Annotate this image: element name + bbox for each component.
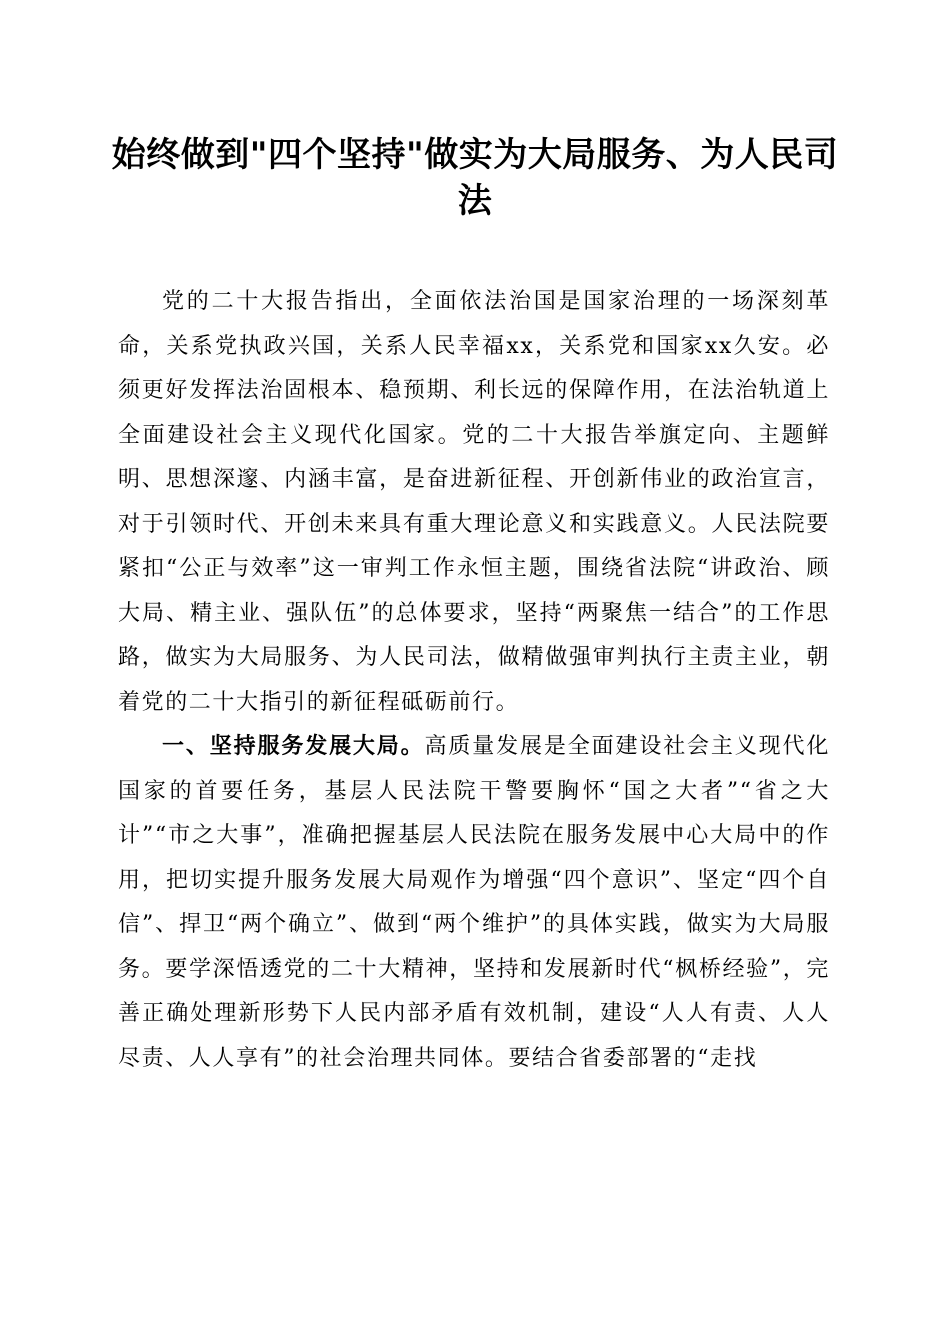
paragraph-text: 党的二十大报告指出，全面依法治国是国家治理的一场深刻革命，关系党执政兴国，关系人民幸福xx，关系党和国家xx久安。必须更好发挥法治固根本、稳预期、利长远的保障作用，在法治轨道上全面建设社会主义现代化国家。党的二十大报告举旗定向、主题鲜明、思想深邃、内涵丰富，是奋进新征程、开创新伟业的政治宣言，对于引领时代、开创未来具有重大理论意义和实践意义。人民法院要紧扣“公正与效率”这一审判工作永恒主题，围绕省法院“讲政治、顾大局、精主业、强队伍”的总体要求，坚持“两聚焦一结合”的工作思路，做实为大局服务、为人民司法，做精做强审判执行主责主业，朝着党的二十大指引的新征程砥砺前行。 (118, 289, 830, 715)
paragraph-section-1 (118, 725, 830, 1081)
document-title: 始终做到"四个坚持"做实为大局服务、为人民司法 (111, 135, 839, 221)
document-body (118, 280, 830, 1081)
paragraph-text: 高质量发展是全面建设社会主义现代化国家的首要任务，基层人民法院干警要胸怀“国之大者”“省之大计”“市之大事”，准确把握基层人民法院在服务发展中心大局中的作用，把切实提升服务发展大局观作为增强“四个意识”、坚定“四个自信”、捍卫“两个确立”、做到“两个维护”的具体实践，做实为大局服务。要学深悟透党的二十大精神，坚持和发展新时代“枫桥经验”，完善正确处理新形势下人民内部矛盾有效机制，建设“人人有责、人人尽责、人人享有”的社会治理共同体。要结合省委部署的“走找 (118, 734, 830, 1071)
paragraph-intro (118, 280, 830, 725)
section-heading: 一、坚持服务发展大局。 (162, 734, 425, 759)
